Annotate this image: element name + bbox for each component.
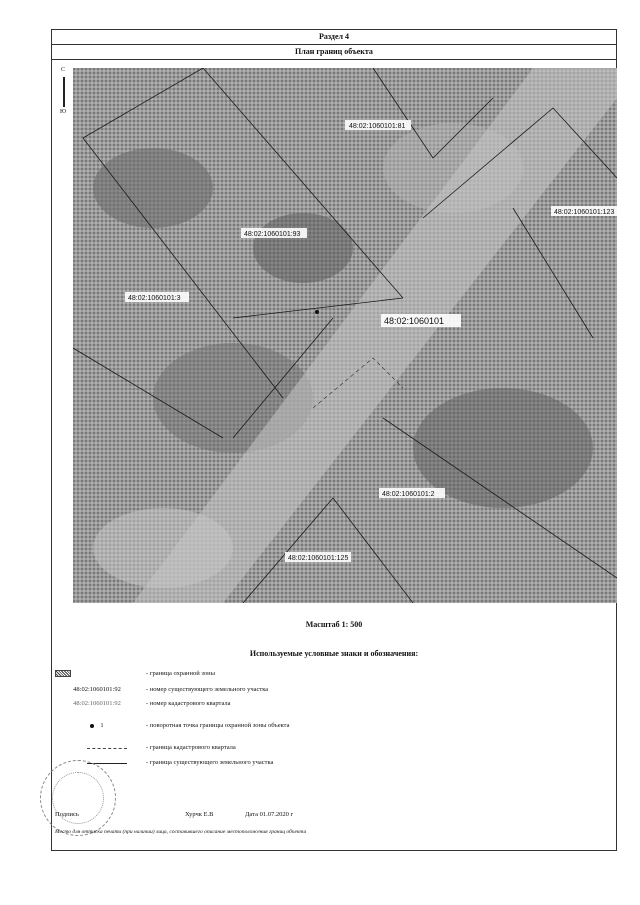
map-scale: Масштаб 1: 500 <box>305 620 363 629</box>
section-header: Раздел 4 <box>52 30 616 45</box>
map-svg <box>73 68 617 603</box>
label-parcel-2: 48:02:1060101:2 <box>382 491 435 498</box>
legend-title: Используемые условные знаки и обозначения: <box>249 649 419 658</box>
label-parcel-81: 48:02:1060101:81 <box>349 123 406 130</box>
legend-row-protection-zone: - граница охранной зоны <box>0 668 640 680</box>
compass-south-label: Ю <box>60 109 67 115</box>
signature-date: Дата 01.07.2020 г <box>245 811 294 818</box>
legend-row-quarter-boundary: - граница кадастрового квартала <box>0 742 640 754</box>
label-cadastral-quarter: 48:02:1060101 <box>384 316 445 326</box>
legend-row-parcel-number: 48:02:1060101:92 - номер существующего земельного участка <box>73 686 269 693</box>
plan-title: План границ объекта <box>52 45 616 60</box>
legend-row-turning-point: 1 - поворотная точка границы охранной зоны объекта <box>0 720 640 732</box>
label-parcel-123: 48:02:1060101:123 <box>554 209 615 216</box>
label-parcel-125: 48:02:1060101:125 <box>288 555 349 562</box>
hatch-icon <box>55 670 71 677</box>
label-parcel-93: 48:02:1060101:93 <box>244 231 301 238</box>
compass-arrow-icon <box>63 77 65 107</box>
signature-label: Подпись <box>55 811 79 818</box>
label-parcel-3: 48:02:1060101:3 <box>128 295 181 302</box>
point-icon <box>90 724 94 728</box>
signer-name: Хурчк Е.В <box>185 811 214 818</box>
legend-row-parcel-boundary: - граница существующего земельного участка <box>0 757 640 769</box>
legend-row-quarter-number: 48:02:1060101:92 - номер кадастрового квартала <box>73 700 231 707</box>
dashed-line-icon <box>87 748 127 749</box>
compass-north-label: С <box>61 67 66 73</box>
turning-point <box>315 310 319 314</box>
compass <box>59 67 71 119</box>
aerial-map <box>73 68 617 603</box>
